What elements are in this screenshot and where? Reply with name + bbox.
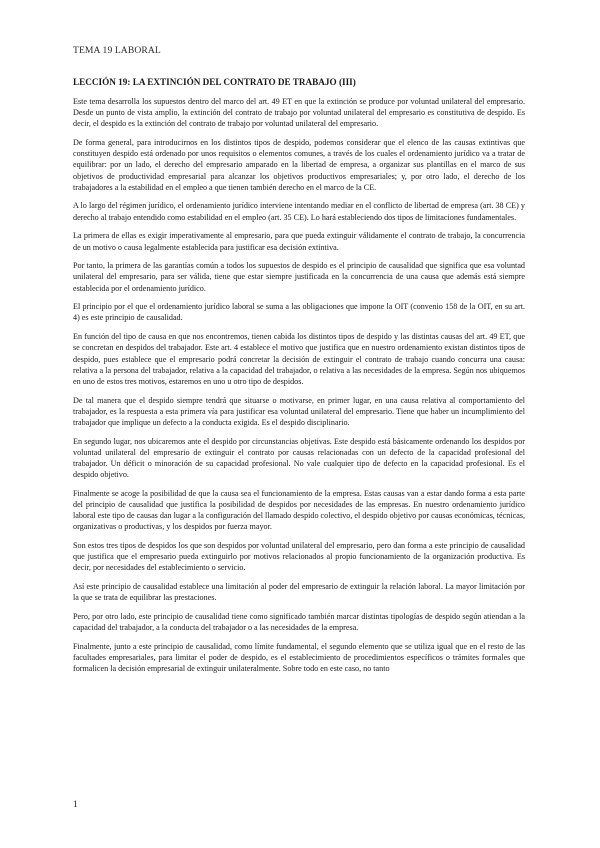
paragraph: Finalmente, junto a este principio de causalidad, como límite fundamental, el segundo elemento que se utiliza igual que en el resto de las facultades empresariales, para limitar el poder de despido, es el establecimiento de procedimientos específicos o trámites formales que formalicen la decisión empresarial de extinguir unilateralmente. Sobre todo en este caso, no tanto: [73, 641, 525, 674]
paragraph: Este tema desarrolla los supuestos dentro del marco del art. 49 ET en que la extinción se produce por voluntad unilateral del empresario. Desde un punto de vista amplio, la extinción del contrato de trabajo por voluntad unilateral del empresario es constitutiva de despido. Es decir, el despido es la extinción del contrato de trabajo por voluntad unilateral del empresario.: [73, 97, 525, 129]
paragraph: Así este principio de causalidad establece una limitación al poder del empresario de extinguir la relación laboral. La mayor limitación por la que se trata de equilibrar las prestaciones.: [73, 582, 525, 603]
paragraph: La primera de ellas es exigir imperativamente al empresario, para que pueda extinguir válidamente el contrato de trabajo, la concurrencia de un motivo o causa legalmente establecida para justificar esa decisión extintiva.: [73, 231, 525, 252]
document-body: [73, 76, 525, 682]
paragraph: Por tanto, la primera de las garantías común a todos los supuestos de despido es el principio de causalidad que significa que esa voluntad unilateral del empresario, para ser válida, tiene que estar siempre justificada en la concurrencia de una causa que además está siempre establecida por el ordenamiento jurídico.: [73, 261, 525, 293]
paragraph: El principio por el que el ordenamiento jurídico laboral se suma a las obligaciones que impone la OIT (convenio 158 de la OIT, en su art. 4) es este principio de causalidad.: [73, 302, 525, 323]
running-header: TEMA 19 LABORAL: [73, 45, 161, 56]
paragraph: Son estos tres tipos de despidos los que son despidos por voluntad unilateral del empresario, pero dan forma a este principio de causalidad que justifica que el empresario pueda extinguirlo por motivos relacionados al propio funcionamiento de la organización productiva. Es decir, por necesidades del establecimiento o servicio.: [73, 541, 525, 573]
paragraph: Finalmente se acoge la posibilidad de que la causa sea el funcionamiento de la empresa. Estas causas van a estar dando forma a esta parte del principio de causalidad que justifica la posibilidad de despidos por necesidades de las empresas. En nuestro ordenamiento jurídico laboral este tipo de causas dan lugar a la configuración del llamado despido colectivo, el despido objetivo por causas económicas, técnicas, organizativas o productivas, y los despidos por fuerza mayor.: [73, 488, 525, 532]
paragraph: En segundo lugar, nos ubicaremos ante el despido por circunstancias objetivas. Este despido está básicamente ordenando los despidos por voluntad unilateral del empresario de extinguir el contrato por causas relacionadas con un defecto de la capacidad profesional del trabajador. Un déficit o minoración de su capacidad profesional. No vale cualquier tipo de defecto en la capacidad profesional. Es el despido objetivo.: [73, 436, 525, 480]
paragraph: De forma general, para introducirnos en los distintos tipos de despido, podemos considerar que el elenco de las causas extintivas que constituyen despido está ordenado por unos requisitos o elementos comunes, a través de los cuales el ordenamiento jurídico va a tratar de equilibrar: por un lado, el derecho del empresario amparado en la libertad de empresa, a organizar sus plantillas en el marco de sus objetivos de productividad empresarial para alcanzar los objetivos productivos empresariales; y, por otro lado, el derecho de los trabajadores a la estabilidad en el empleo a que tienen también derecho en el marco de la CE.: [73, 138, 525, 192]
page-number: 1: [73, 800, 78, 810]
paragraph: En función del tipo de causa en que nos encontremos, tienen cabida los distintos tipos de despido y las distintas causas del art. 49 ET, que se concretan en despidos del trabajador. Este art. 4 establece el motivo que justifica que en nuestro ordenamiento existan distintos tipos de despido, pues establece que el empresario podrá concretar la decisión de extinguir el contrato de trabajo cuando concurra una causa: relativa a la persona del trabajador, relativa a la capacidad del trabajador, o relativa a las necesidades de la empresa. Según nos ubiquemos en uno de estos tres motivos, estaremos en uno u otro tipo de despidos.: [73, 332, 525, 386]
paragraph: Pero, por otro lado, este principio de causalidad tiene como significado también marcar distintas tipologías de despido según atiendan a la capacidad del trabajador, a la conducta del trabajador o a las necesidades de la empresa.: [73, 612, 525, 633]
paragraph: De tal manera que el despido siempre tendrá que situarse o motivarse, en primer lugar, en una causa relativa al comportamiento del trabajador, es la respuesta a esta primera vía para justificar esa voluntad unilateral del empresario. Tiene que haber un incumplimiento del trabajador que implique un defecto a la conducta exigida. Es el despido disciplinario.: [73, 395, 525, 427]
paragraph: A lo largo del régimen jurídico, el ordenamiento jurídico interviene intentando mediar en el conflicto de libertad de empresa (art. 38 CE) y derecho al trabajo entendido como estabilidad en el empleo (art. 35 CE). Lo hará estableciendo dos tipos de limitaciones fundamentales.: [73, 201, 525, 222]
lesson-title: LECCIÓN 19: LA EXTINCIÓN DEL CONTRATO DE TRABAJO (III): [73, 77, 356, 87]
